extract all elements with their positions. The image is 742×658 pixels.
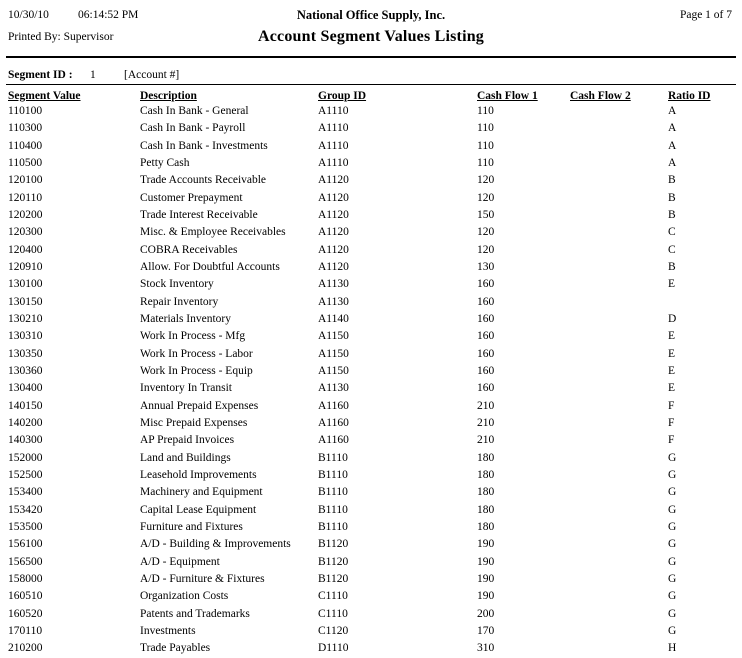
cell-description: Allow. For Doubtful Accounts [140,260,280,273]
cell-ratio-id: G [668,538,677,551]
cell-segment-value: 153400 [8,486,43,499]
cell-cash-flow-1: 130 [477,260,495,273]
cell-segment-value: 110400 [8,139,43,152]
cell-description: COBRA Receivables [140,243,238,256]
table-row [8,469,734,486]
cell-ratio-id: B [668,174,676,187]
cell-group-id: A1160 [318,399,349,412]
column-header-description: Description [140,90,197,102]
cell-segment-value: 130210 [8,312,43,325]
table-row [8,348,734,365]
column-header-ratio-id: Ratio ID [668,90,711,102]
cell-cash-flow-2 [570,556,668,573]
cell-cash-flow-2 [570,434,668,451]
cell-segment-value: 120910 [8,260,43,273]
cell-cash-flow-2 [570,382,668,399]
cell-cash-flow-1: 210 [477,434,495,447]
cell-segment-value: 160510 [8,590,43,603]
cell-description: Repair Inventory [140,295,219,308]
cell-cash-flow-1: 120 [477,174,495,187]
cell-group-id: A1150 [318,347,349,360]
cell-segment-value: 130310 [8,330,43,343]
cell-description: Land and Buildings [140,451,231,464]
table-row [8,278,734,295]
cell-cash-flow-1: 120 [477,191,495,204]
cell-cash-flow-1: 160 [477,330,495,343]
cell-description: A/D - Building & Improvements [140,538,291,551]
cell-cash-flow-1: 210 [477,416,495,429]
cell-ratio-id: B [668,191,676,204]
cell-segment-value: 156100 [8,538,43,551]
table-row [8,521,734,538]
cell-description: Petty Cash [140,156,190,169]
cell-cash-flow-2 [570,365,668,382]
cell-description: Patents and Trademarks [140,607,250,620]
table-row [8,313,734,330]
cell-group-id: A1120 [318,191,349,204]
cell-cash-flow-2 [570,244,668,261]
table-row [8,122,734,139]
cell-group-id: C1110 [318,607,348,620]
table-row [8,209,734,226]
cell-segment-value: 153500 [8,520,43,533]
cell-segment-value: 130360 [8,364,43,377]
cell-segment-value: 120100 [8,174,43,187]
cell-cash-flow-1: 110 [477,105,494,117]
cell-cash-flow-2 [570,400,668,417]
table-row [8,382,734,399]
cell-cash-flow-2 [570,348,668,365]
cell-description: Leasehold Improvements [140,468,257,481]
cell-group-id: A1160 [318,416,349,429]
cell-cash-flow-1: 180 [477,451,495,464]
cell-description: Investments [140,624,196,637]
cell-description: Cash In Bank - Investments [140,139,268,152]
cell-cash-flow-1: 190 [477,538,495,551]
cell-group-id: B1120 [318,572,349,585]
table-row [8,140,734,157]
cell-group-id: A1130 [318,295,349,308]
cell-segment-value: 120400 [8,243,43,256]
cell-ratio-id: G [668,468,677,481]
cell-segment-value: 140300 [8,434,43,447]
cell-ratio-id: G [668,590,677,603]
cell-segment-value: 140150 [8,399,43,412]
cell-ratio-id: E [668,382,676,395]
cell-cash-flow-2 [570,573,668,590]
header-divider [6,56,736,58]
cell-segment-value: 130150 [8,295,43,308]
cell-group-id: A1110 [318,122,349,135]
printed-by: Printed By: Supervisor [8,31,114,43]
segment-name: [Account #] [124,69,180,81]
cell-cash-flow-1: 160 [477,382,495,395]
cell-description: Stock Inventory [140,278,214,291]
cell-cash-flow-2 [570,504,668,521]
cell-cash-flow-1: 180 [477,486,495,499]
cell-cash-flow-1: 180 [477,503,495,516]
cell-group-id: A1110 [318,156,349,169]
report-date: 10/30/10 [8,9,49,21]
column-header-cash-flow-2: Cash Flow 2 [570,90,631,102]
cell-ratio-id: G [668,572,677,585]
cell-description: Trade Accounts Receivable [140,174,267,187]
cell-cash-flow-2 [570,174,668,191]
segment-id-row [0,69,742,83]
cell-cash-flow-2 [570,608,668,625]
cell-cash-flow-2 [570,296,668,313]
cell-cash-flow-2 [570,538,668,555]
table-row [8,330,734,347]
cell-segment-value: 210200 [8,642,43,655]
cell-cash-flow-1: 160 [477,278,495,291]
table-row [8,556,734,573]
cell-cash-flow-2 [570,140,668,157]
cell-segment-value: 120110 [8,191,43,204]
cell-group-id: A1120 [318,226,349,239]
cell-cash-flow-1: 110 [477,156,494,169]
table-row [8,590,734,607]
cell-cash-flow-1: 180 [477,468,495,481]
table-row [8,105,734,122]
cell-cash-flow-2 [570,105,668,122]
cell-cash-flow-1: 160 [477,295,495,308]
cell-group-id: A1160 [318,434,349,447]
cell-cash-flow-1: 180 [477,520,495,533]
cell-ratio-id: A [668,122,677,135]
cell-group-id: D1110 [318,642,349,655]
table-row [8,538,734,555]
cell-group-id: B1110 [318,486,348,499]
cell-group-id: A1110 [318,105,349,117]
cell-description: Trade Interest Receivable [140,208,258,221]
cell-description: Cash In Bank - General [140,105,249,117]
cell-ratio-id: E [668,347,676,360]
cell-cash-flow-1: 310 [477,642,495,655]
cell-ratio-id: B [668,260,676,273]
cell-ratio-id: B [668,208,676,221]
cell-description: Work In Process - Labor [140,347,253,360]
cell-cash-flow-2 [570,226,668,243]
cell-description: Misc. & Employee Receivables [140,226,286,239]
cell-group-id: A1130 [318,382,349,395]
column-header-segment-value: Segment Value [8,90,81,102]
cell-description: Work In Process - Equip [140,364,253,377]
cell-description: Capital Lease Equipment [140,503,257,516]
cell-description: AP Prepaid Invoices [140,434,235,447]
cell-ratio-id: A [668,105,677,117]
cell-ratio-id: E [668,330,676,343]
table-row [8,625,734,642]
cell-ratio-id: H [668,642,677,655]
cell-cash-flow-1: 160 [477,364,495,377]
segment-id-value: 1 [90,69,96,81]
cell-ratio-id: F [668,416,675,429]
report-rows [8,105,734,658]
cell-description: Furniture and Fixtures [140,520,243,533]
cell-group-id: C1120 [318,624,349,637]
cell-cash-flow-1: 210 [477,399,495,412]
cell-group-id: B1110 [318,468,348,481]
table-row [8,226,734,243]
cell-ratio-id: G [668,486,677,499]
cell-cash-flow-1: 120 [477,243,495,256]
table-row [8,642,734,658]
cell-ratio-id: G [668,503,677,516]
page-number: Page 1 of 7 [679,9,732,21]
cell-cash-flow-2 [570,625,668,642]
segment-divider [6,84,736,85]
cell-ratio-id: F [668,434,675,447]
cell-group-id: C1110 [318,590,348,603]
cell-description: A/D - Equipment [140,555,220,568]
cell-cash-flow-2 [570,486,668,503]
cell-segment-value: 110500 [8,156,43,169]
cell-ratio-id: G [668,451,677,464]
cell-ratio-id: G [668,624,677,637]
cell-group-id: A1110 [318,139,349,152]
cell-group-id: A1120 [318,243,349,256]
table-row [8,452,734,469]
cell-cash-flow-1: 160 [477,312,495,325]
table-row [8,192,734,209]
cell-group-id: A1150 [318,330,349,343]
cell-cash-flow-2 [570,122,668,139]
table-row [8,261,734,278]
cell-group-id: B1110 [318,451,348,464]
cell-cash-flow-2 [570,469,668,486]
cell-ratio-id: A [668,139,677,152]
cell-cash-flow-1: 190 [477,590,495,603]
cell-segment-value: 158000 [8,572,43,585]
cell-segment-value: 130400 [8,382,43,395]
cell-group-id: A1120 [318,174,349,187]
cell-ratio-id: E [668,364,676,377]
cell-cash-flow-2 [570,278,668,295]
column-headers [8,90,734,102]
cell-description: A/D - Furniture & Fixtures [140,572,265,585]
table-row [8,417,734,434]
cell-cash-flow-2 [570,313,668,330]
table-row [8,244,734,261]
cell-description: Cash In Bank - Payroll [140,122,246,135]
cell-cash-flow-2 [570,417,668,434]
cell-description: Annual Prepaid Expenses [140,399,259,412]
report-title: Account Segment Values Listing [257,28,485,45]
cell-ratio-id: G [668,555,677,568]
table-row [8,573,734,590]
cell-group-id: A1120 [318,208,349,221]
cell-group-id: A1130 [318,278,349,291]
cell-ratio-id: C [668,243,676,256]
cell-cash-flow-2 [570,521,668,538]
cell-cash-flow-2 [570,157,668,174]
cell-segment-value: 156500 [8,555,43,568]
cell-cash-flow-1: 110 [477,139,494,152]
cell-cash-flow-1: 160 [477,347,495,360]
cell-cash-flow-2 [570,590,668,607]
cell-segment-value: 153420 [8,503,43,516]
cell-description: Trade Payables [140,642,211,655]
table-row [8,486,734,503]
cell-segment-value: 152500 [8,468,43,481]
cell-cash-flow-2 [570,642,668,658]
cell-segment-value: 120300 [8,226,43,239]
table-row [8,365,734,382]
cell-description: Organization Costs [140,590,229,603]
cell-ratio-id: G [668,520,677,533]
cell-group-id: A1120 [318,260,349,273]
column-header-cash-flow-1: Cash Flow 1 [477,90,538,102]
cell-cash-flow-1: 200 [477,607,495,620]
cell-segment-value: 130100 [8,278,43,291]
cell-ratio-id [668,296,734,313]
column-header-group-id: Group ID [318,90,367,102]
cell-description: Inventory In Transit [140,382,232,395]
cell-segment-value: 140200 [8,416,43,429]
cell-cash-flow-1: 110 [477,122,494,135]
cell-cash-flow-2 [570,330,668,347]
table-row [8,157,734,174]
cell-cash-flow-2 [570,192,668,209]
cell-cash-flow-1: 120 [477,226,495,239]
cell-group-id: A1150 [318,364,349,377]
cell-segment-value: 152000 [8,451,43,464]
cell-ratio-id: E [668,278,676,291]
cell-cash-flow-1: 190 [477,555,495,568]
cell-group-id: B1120 [318,538,349,551]
cell-group-id: B1110 [318,503,348,516]
cell-cash-flow-2 [570,209,668,226]
cell-group-id: B1120 [318,555,349,568]
cell-cash-flow-1: 170 [477,624,495,637]
cell-description: Machinery and Equipment [140,486,263,499]
cell-cash-flow-2 [570,452,668,469]
cell-ratio-id: G [668,607,677,620]
cell-group-id: A1140 [318,312,349,325]
cell-segment-value: 160520 [8,607,43,620]
cell-group-id: B1110 [318,520,348,533]
cell-ratio-id: D [668,312,677,325]
table-row [8,434,734,451]
cell-description: Customer Prepayment [140,191,243,204]
cell-description: Work In Process - Mfg [140,330,246,343]
cell-ratio-id: C [668,226,676,239]
cell-description: Misc Prepaid Expenses [140,416,248,429]
cell-ratio-id: A [668,156,677,169]
segment-id-label: Segment ID : [8,69,73,81]
table-row [8,608,734,625]
report-time: 06:14:52 PM [78,9,139,21]
cell-cash-flow-1: 150 [477,208,495,221]
company-name: National Office Supply, Inc. [296,8,446,22]
table-row [8,296,734,313]
table-row [8,400,734,417]
cell-segment-value: 110300 [8,122,43,135]
table-row [8,174,734,191]
cell-segment-value: 170110 [8,624,43,637]
cell-segment-value: 110100 [8,105,43,117]
cell-description: Materials Inventory [140,312,232,325]
cell-ratio-id: F [668,399,675,412]
table-row [8,504,734,521]
cell-cash-flow-1: 190 [477,572,495,585]
cell-cash-flow-2 [570,261,668,278]
cell-segment-value: 120200 [8,208,43,221]
cell-segment-value: 130350 [8,347,43,360]
